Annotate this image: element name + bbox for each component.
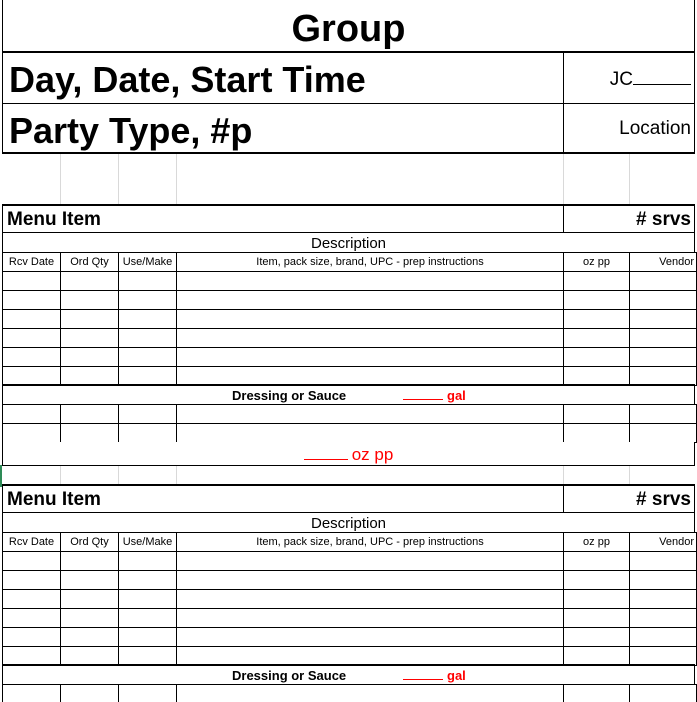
table-cell[interactable]: [177, 424, 564, 443]
col-use-make: Use/Make: [119, 253, 177, 272]
menu-item-cell[interactable]: Menu Item: [2, 484, 563, 513]
table-cell[interactable]: [177, 685, 564, 702]
table-cell[interactable]: [119, 291, 177, 310]
table-cell[interactable]: [630, 628, 697, 647]
col-rcv-date: Rcv Date: [3, 533, 61, 552]
sauce-label: Dressing or Sauce: [232, 388, 347, 403]
table-cell[interactable]: [119, 590, 177, 609]
table-cell[interactable]: [119, 348, 177, 367]
table-cell[interactable]: [61, 291, 119, 310]
table-cell[interactable]: [61, 590, 119, 609]
table-cell[interactable]: [564, 571, 630, 590]
sauce-table: [2, 404, 697, 443]
col-ord-qty: Ord Qty: [61, 533, 119, 552]
table-cell[interactable]: [630, 348, 697, 367]
table-cell[interactable]: [3, 272, 61, 291]
table-cell[interactable]: [61, 272, 119, 291]
sauce-unit: gal: [447, 668, 466, 683]
table-cell[interactable]: [3, 571, 61, 590]
table-cell[interactable]: [119, 552, 177, 571]
sauce-quantity: [403, 666, 466, 685]
table-cell[interactable]: [564, 291, 630, 310]
table-cell[interactable]: [119, 310, 177, 329]
table-cell[interactable]: [61, 609, 119, 628]
jc-label: JC: [609, 69, 633, 90]
sauce-quantity: [403, 386, 466, 405]
table-cell[interactable]: [61, 348, 119, 367]
sauce-blank-line: [403, 668, 443, 680]
table-cell[interactable]: [630, 571, 697, 590]
table-cell[interactable]: [3, 552, 61, 571]
sauce-unit: gal: [447, 388, 466, 403]
sauce-table: [2, 684, 697, 702]
table-cell[interactable]: [119, 405, 177, 424]
table-row[interactable]: [3, 590, 697, 609]
party-type-cell[interactable]: Party Type, #p: [2, 104, 563, 154]
col-rcv-date: Rcv Date: [3, 253, 61, 272]
table-cell[interactable]: [119, 609, 177, 628]
table-cell[interactable]: [630, 685, 697, 702]
table-cell[interactable]: [119, 647, 177, 666]
table-row[interactable]: [3, 628, 697, 647]
table-cell[interactable]: [564, 647, 630, 666]
table-cell[interactable]: [630, 329, 697, 348]
table-cell[interactable]: [564, 367, 630, 386]
table-cell[interactable]: [630, 405, 697, 424]
table-cell[interactable]: [119, 628, 177, 647]
table-cell[interactable]: [3, 628, 61, 647]
table-cell[interactable]: [61, 367, 119, 386]
table-row[interactable]: [3, 424, 697, 443]
table-header-row: [3, 253, 697, 272]
srvs-cell[interactable]: # srvs: [563, 204, 695, 233]
table-cell[interactable]: [3, 291, 61, 310]
table-cell[interactable]: [119, 329, 177, 348]
group-title[interactable]: Group: [2, 0, 695, 53]
table-cell[interactable]: [3, 685, 61, 702]
table-cell[interactable]: [177, 609, 564, 628]
table-row[interactable]: [3, 405, 697, 424]
sauce-label: Dressing or Sauce: [232, 668, 347, 683]
table-cell[interactable]: [119, 424, 177, 443]
table-header-row: [3, 533, 697, 552]
table-cell[interactable]: [3, 609, 61, 628]
table-cell[interactable]: [61, 405, 119, 424]
table-cell[interactable]: [630, 609, 697, 628]
col-item: Item, pack size, brand, UPC - prep instructions: [177, 253, 564, 272]
srvs-cell[interactable]: # srvs: [563, 484, 695, 513]
table-cell[interactable]: [61, 685, 119, 702]
table-cell[interactable]: [564, 329, 630, 348]
table-cell[interactable]: [3, 647, 61, 666]
table-cell[interactable]: [61, 571, 119, 590]
table-cell[interactable]: [61, 329, 119, 348]
ingredient-table: [2, 252, 697, 386]
table-row[interactable]: [3, 647, 697, 666]
table-cell[interactable]: [119, 685, 177, 702]
table-cell[interactable]: [630, 291, 697, 310]
table-cell[interactable]: [564, 609, 630, 628]
sauce-blank-line: [403, 388, 443, 400]
table-cell[interactable]: [564, 310, 630, 329]
table-cell[interactable]: [564, 628, 630, 647]
table-row[interactable]: [3, 348, 697, 367]
table-row[interactable]: [3, 552, 697, 571]
table-cell[interactable]: [630, 590, 697, 609]
table-cell[interactable]: [61, 628, 119, 647]
table-row[interactable]: [3, 272, 697, 291]
jc-blank-line: [633, 67, 691, 85]
table-cell[interactable]: [564, 272, 630, 291]
table-cell[interactable]: [177, 291, 564, 310]
col-oz-pp: oz pp: [564, 533, 630, 552]
table-cell[interactable]: [3, 367, 61, 386]
table-row[interactable]: [3, 609, 697, 628]
col-item: Item, pack size, brand, UPC - prep instructions: [177, 533, 564, 552]
oz-pp-row[interactable]: [2, 442, 695, 466]
table-cell[interactable]: [3, 310, 61, 329]
sauce-row[interactable]: [2, 664, 695, 685]
table-cell[interactable]: [119, 367, 177, 386]
table-row[interactable]: [3, 685, 697, 702]
table-cell[interactable]: [564, 590, 630, 609]
col-ord-qty: Ord Qty: [61, 253, 119, 272]
table-cell[interactable]: [3, 405, 61, 424]
table-cell[interactable]: [177, 552, 564, 571]
table-cell[interactable]: [630, 367, 697, 386]
table-cell[interactable]: [3, 348, 61, 367]
table-cell[interactable]: [177, 405, 564, 424]
table-cell[interactable]: [177, 590, 564, 609]
table-cell[interactable]: [177, 647, 564, 666]
day-date-time-cell[interactable]: Day, Date, Start Time: [2, 53, 563, 104]
table-cell[interactable]: [630, 272, 697, 291]
table-cell[interactable]: [3, 329, 61, 348]
table-row[interactable]: [3, 291, 697, 310]
col-oz-pp: oz pp: [564, 253, 630, 272]
oz-pp-label: oz pp: [351, 445, 394, 464]
col-vendor: Vendor: [630, 533, 697, 552]
table-row[interactable]: [3, 310, 697, 329]
table-cell[interactable]: [564, 685, 630, 702]
table-cell[interactable]: [630, 424, 697, 443]
jc-cell[interactable]: [563, 53, 695, 104]
table-cell[interactable]: [630, 310, 697, 329]
col-vendor: Vendor: [630, 253, 697, 272]
table-cell[interactable]: [61, 424, 119, 443]
table-row[interactable]: [3, 571, 697, 590]
table-cell[interactable]: [177, 310, 564, 329]
ingredient-table: [2, 532, 697, 666]
table-cell[interactable]: [3, 590, 61, 609]
sauce-row[interactable]: [2, 384, 695, 405]
table-cell[interactable]: [177, 571, 564, 590]
description-label: Description: [2, 233, 695, 253]
menu-item-cell[interactable]: Menu Item: [2, 204, 563, 233]
table-cell[interactable]: [630, 552, 697, 571]
table-cell[interactable]: [177, 367, 564, 386]
table-cell[interactable]: [177, 272, 564, 291]
table-cell[interactable]: [564, 424, 630, 443]
location-cell[interactable]: Location: [563, 104, 695, 154]
table-row[interactable]: [3, 329, 697, 348]
table-cell[interactable]: [61, 647, 119, 666]
description-label: Description: [2, 513, 695, 533]
table-row[interactable]: [3, 367, 697, 386]
table-cell[interactable]: [3, 424, 61, 443]
col-use-make: Use/Make: [119, 533, 177, 552]
table-cell[interactable]: [61, 552, 119, 571]
table-cell[interactable]: [564, 405, 630, 424]
table-cell[interactable]: [564, 552, 630, 571]
table-cell[interactable]: [630, 647, 697, 666]
table-cell[interactable]: [564, 348, 630, 367]
table-cell[interactable]: [119, 571, 177, 590]
table-cell[interactable]: [119, 272, 177, 291]
table-cell[interactable]: [177, 628, 564, 647]
table-cell[interactable]: [61, 310, 119, 329]
oz-pp-blank-line: [304, 446, 348, 460]
table-cell[interactable]: [177, 329, 564, 348]
table-cell[interactable]: [177, 348, 564, 367]
